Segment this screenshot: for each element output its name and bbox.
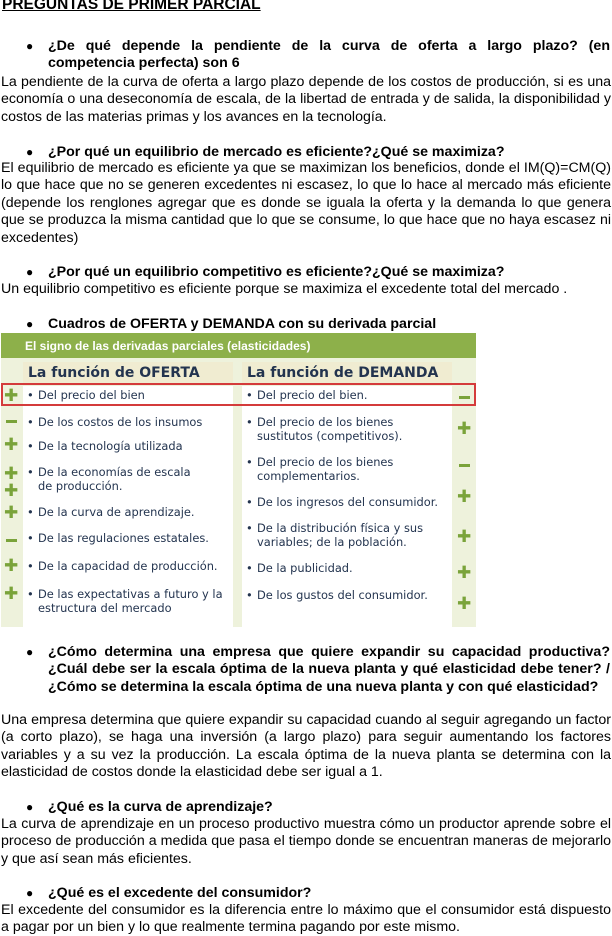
supply-item: • De las regulaciones estatales.	[27, 531, 209, 545]
figure-header	[1, 333, 476, 358]
answer-3: Un equilibrio competitivo es eficiente porque se maximiza el excedente total del mercado .	[1, 281, 568, 297]
minus-icon	[6, 420, 17, 423]
minus-icon	[459, 396, 470, 399]
answer-5: Una empresa determina que quiere expandir su capacidad cuando al seguir agregando un factor (a corto plazo), se haga una inversión (a largo plazo) para seguir aumentando los factores variables y a su vez la producción. La escala óptima de la nueva planta se determina con la elasticidad de costos donde la elasticidad debe ser igual a 1.	[1, 712, 611, 781]
question-4	[26, 316, 610, 333]
plus-icon: ✚	[4, 503, 19, 523]
minus-icon	[459, 464, 470, 467]
question-6	[26, 799, 610, 816]
question-2	[26, 144, 610, 161]
question-7	[26, 885, 610, 902]
plus-icon: ✚	[457, 487, 472, 507]
question-1	[26, 38, 610, 73]
demand-title: La función de DEMANDA	[242, 362, 452, 384]
plus-icon: ✚	[4, 556, 19, 576]
answer-7: El excedente del consumidor es la diferencia entre lo máximo que el consumidor está dispuesto a pagar por un bien y lo que realmente termina pagando por este mismo.	[1, 902, 611, 936]
question-7-text: ¿Qué es el excedente del consumidor?	[48, 885, 312, 901]
question-5-text: ¿Cómo determina una empresa que quiere expandir su capacidad productiva?¿Cuál debe ser la escala óptima de la nueva planta y qué elasticidad debe tener? / ¿Cómo se determina la escala óptima de una nueva planta y con qué elasticidad?	[48, 644, 610, 695]
supply-item: • De la economías de escala de producción.	[27, 465, 191, 493]
minus-icon	[6, 539, 17, 542]
bullet-icon: ●	[26, 39, 34, 53]
plus-icon: ✚	[457, 419, 472, 439]
demand-item: • Del precio de los bienes sustitutos (competitivos).	[246, 415, 403, 443]
bullet-icon: ●	[26, 317, 34, 331]
question-5	[26, 644, 610, 696]
question-6-text: ¿Qué es la curva de aprendizaje?	[48, 799, 273, 815]
plus-icon: ✚	[457, 594, 472, 614]
document-title: PREGUNTAS DE PRIMER PARCIAL	[2, 0, 261, 13]
question-3	[26, 264, 610, 281]
answer-1: La pendiente de la curva de oferta a largo plazo depende de los costos de producción, si es una economía o una deseconomía de escala, de la libertad de entrada y de salida, la disponibilidad y costos de las materias primas y los avances en la tecnología.	[1, 74, 611, 125]
supply-column	[23, 362, 233, 384]
bullet-icon: ●	[26, 800, 34, 814]
elasticities-figure	[1, 333, 476, 627]
supply-item: • De la curva de aprendizaje.	[27, 505, 195, 519]
supply-title: La función de OFERTA	[23, 362, 233, 384]
plus-icon: ✚	[4, 464, 19, 484]
answer-6: La curva de aprendizaje en un proceso productivo muestra cómo un productor aprende sobre el proceso de producción a medida que pasa el tiempo donde se encuentran maneras de mejorarlo y que así sean más eficientes.	[1, 816, 611, 867]
supply-item: • De la capacidad de producción.	[27, 559, 218, 573]
plus-icon: ✚	[4, 386, 19, 406]
supply-item: • De las expectativas a futuro y la estructura del mercado	[27, 587, 223, 615]
question-2-text: ¿Por qué un equilibrio de mercado es eficiente?¿Qué se maximiza?	[48, 144, 505, 160]
plus-icon: ✚	[457, 527, 472, 547]
bullet-icon: ●	[26, 645, 34, 659]
supply-item: • Del precio del bien	[27, 388, 145, 402]
question-4-text: Cuadros de OFERTA y DEMANDA con su derivada parcial	[48, 316, 437, 332]
supply-item: • De los costos de los insumos	[27, 415, 203, 429]
bullet-icon: ●	[26, 145, 34, 159]
answer-2: El equilibrio de mercado es eficiente ya que se maximizan los beneficios, donde el IM(Q)=CM(Q) lo que hace que no se generen excedentes ni escasez, lo que lo hace al mercado más eficiente (depende los renglones agregar que es donde se iguala la oferta y la demanda lo que genera que se produzca la misma cantidad que lo que se consume, lo que hace que no haya escasez ni excedentes)	[1, 160, 611, 246]
plus-icon: ✚	[4, 481, 19, 501]
bullet-icon: ●	[26, 265, 34, 279]
supply-item: • De la tecnología utilizada	[27, 439, 183, 453]
plus-icon: ✚	[457, 563, 472, 583]
demand-column	[242, 362, 452, 384]
question-1-text: ¿De qué depende la pendiente de la curva de oferta a largo plazo? (en competencia perfecta) son 6	[48, 38, 610, 72]
plus-icon: ✚	[4, 584, 19, 604]
bullet-icon: ●	[26, 886, 34, 900]
demand-item: • Del precio del bien.	[246, 388, 368, 402]
demand-item: • De los ingresos del consumidor.	[246, 495, 438, 509]
demand-item: • De los gustos del consumidor.	[246, 588, 428, 602]
demand-item: • Del precio de los bienes complementarios.	[246, 455, 394, 483]
demand-item: • De la publicidad.	[246, 561, 353, 575]
figure-header-text: El signo de las derivadas parciales (elasticidades)	[25, 339, 311, 353]
question-3-text: ¿Por qué un equilibrio competitivo es eficiente?¿Qué se maximiza?	[48, 264, 505, 280]
demand-item: • De la distribución física y sus variables; de la población.	[246, 521, 424, 549]
plus-icon: ✚	[4, 435, 19, 455]
